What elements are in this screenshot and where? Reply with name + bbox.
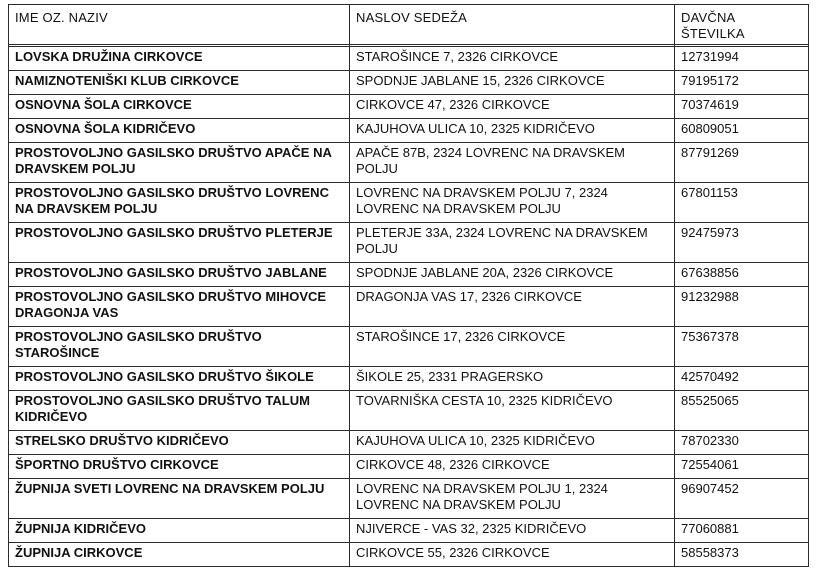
org-address: CIRKOVCE 48, 2326 CIRKOVCE <box>350 455 675 479</box>
org-address: LOVRENC NA DRAVSKEM POLJU 7, 2324 LOVRENC NA DRAVSKEM POLJU <box>350 183 675 223</box>
organizations-sheet <box>8 4 808 567</box>
org-tax-number: 75367378 <box>675 327 809 367</box>
table-row <box>9 223 809 263</box>
org-name: NAMIZNOTENIŠKI KLUB CIRKOVCE <box>9 71 350 95</box>
org-address: KAJUHOVA ULICA 10, 2325 KIDRIČEVO <box>350 431 675 455</box>
org-tax-number: 91232988 <box>675 287 809 327</box>
org-name: STRELSKO DRUŠTVO KIDRIČEVO <box>9 431 350 455</box>
org-tax-number: 42570492 <box>675 367 809 391</box>
table-row <box>9 543 809 567</box>
table-row <box>9 391 809 431</box>
header-row <box>9 5 809 45</box>
org-address: SPODNJE JABLANE 15, 2326 CIRKOVCE <box>350 71 675 95</box>
org-name: PROSTOVOLJNO GASILSKO DRUŠTVO LOVRENC NA DRAVSKEM POLJU <box>9 183 350 223</box>
org-tax-number: 58558373 <box>675 543 809 567</box>
table-row <box>9 327 809 367</box>
org-tax-number: 72554061 <box>675 455 809 479</box>
org-name: ŽUPNIJA SVETI LOVRENC NA DRAVSKEM POLJU <box>9 479 350 519</box>
org-address: NJIVERCE - VAS 32, 2325 KIDRIČEVO <box>350 519 675 543</box>
table-row <box>9 143 809 183</box>
org-tax-number: 85525065 <box>675 391 809 431</box>
org-tax-number: 70374619 <box>675 95 809 119</box>
org-address: KAJUHOVA ULICA 10, 2325 KIDRIČEVO <box>350 119 675 143</box>
org-tax-number: 78702330 <box>675 431 809 455</box>
header-address: NASLOV SEDEŽA <box>350 5 675 45</box>
org-name: LOVSKA DRUŽINA CIRKOVCE <box>9 47 350 71</box>
org-name: OSNOVNA ŠOLA CIRKOVCE <box>9 95 350 119</box>
table-row <box>9 479 809 519</box>
org-address: APAČE 87B, 2324 LOVRENC NA DRAVSKEM POLJU <box>350 143 675 183</box>
org-address: STAROŠINCE 7, 2326 CIRKOVCE <box>350 47 675 71</box>
org-name: ŠPORTNO DRUŠTVO CIRKOVCE <box>9 455 350 479</box>
org-address: CIRKOVCE 55, 2326 CIRKOVCE <box>350 543 675 567</box>
table-row <box>9 287 809 327</box>
org-name: PROSTOVOLJNO GASILSKO DRUŠTVO APAČE NA DRAVSKEM POLJU <box>9 143 350 183</box>
table-row <box>9 455 809 479</box>
org-name: PROSTOVOLJNO GASILSKO DRUŠTVO JABLANE <box>9 263 350 287</box>
org-name: PROSTOVOLJNO GASILSKO DRUŠTVO STAROŠINCE <box>9 327 350 367</box>
table-row <box>9 95 809 119</box>
organizations-table <box>8 4 809 567</box>
table-row <box>9 71 809 95</box>
org-tax-number: 96907452 <box>675 479 809 519</box>
org-tax-number: 77060881 <box>675 519 809 543</box>
org-name: ŽUPNIJA KIDRIČEVO <box>9 519 350 543</box>
org-name: PROSTOVOLJNO GASILSKO DRUŠTVO ŠIKOLE <box>9 367 350 391</box>
org-tax-number: 92475973 <box>675 223 809 263</box>
org-tax-number: 12731994 <box>675 47 809 71</box>
org-name: PROSTOVOLJNO GASILSKO DRUŠTVO TALUM KIDRIČEVO <box>9 391 350 431</box>
org-tax-number: 67801153 <box>675 183 809 223</box>
table-row <box>9 47 809 71</box>
org-name: PROSTOVOLJNO GASILSKO DRUŠTVO PLETERJE <box>9 223 350 263</box>
org-tax-number: 87791269 <box>675 143 809 183</box>
org-name: ŽUPNIJA CIRKOVCE <box>9 543 350 567</box>
org-name: PROSTOVOLJNO GASILSKO DRUŠTVO MIHOVCE DRAGONJA VAS <box>9 287 350 327</box>
table-row <box>9 263 809 287</box>
org-tax-number: 67638856 <box>675 263 809 287</box>
org-address: PLETERJE 33A, 2324 LOVRENC NA DRAVSKEM POLJU <box>350 223 675 263</box>
org-address: CIRKOVCE 47, 2326 CIRKOVCE <box>350 95 675 119</box>
table-row <box>9 367 809 391</box>
org-address: DRAGONJA VAS 17, 2326 CIRKOVCE <box>350 287 675 327</box>
header-tax-number: DAVČNA ŠTEVILKA <box>675 5 809 45</box>
table-row <box>9 431 809 455</box>
table-row <box>9 183 809 223</box>
org-address: SPODNJE JABLANE 20A, 2326 CIRKOVCE <box>350 263 675 287</box>
org-tax-number: 79195172 <box>675 71 809 95</box>
org-address: LOVRENC NA DRAVSKEM POLJU 1, 2324 LOVRENC NA DRAVSKEM POLJU <box>350 479 675 519</box>
header-name: IME OZ. NAZIV <box>9 5 350 45</box>
org-name: OSNOVNA ŠOLA KIDRIČEVO <box>9 119 350 143</box>
table-row <box>9 519 809 543</box>
table-row <box>9 119 809 143</box>
org-address: STAROŠINCE 17, 2326 CIRKOVCE <box>350 327 675 367</box>
org-tax-number: 60809051 <box>675 119 809 143</box>
org-address: TOVARNIŠKA CESTA 10, 2325 KIDRIČEVO <box>350 391 675 431</box>
org-address: ŠIKOLE 25, 2331 PRAGERSKO <box>350 367 675 391</box>
